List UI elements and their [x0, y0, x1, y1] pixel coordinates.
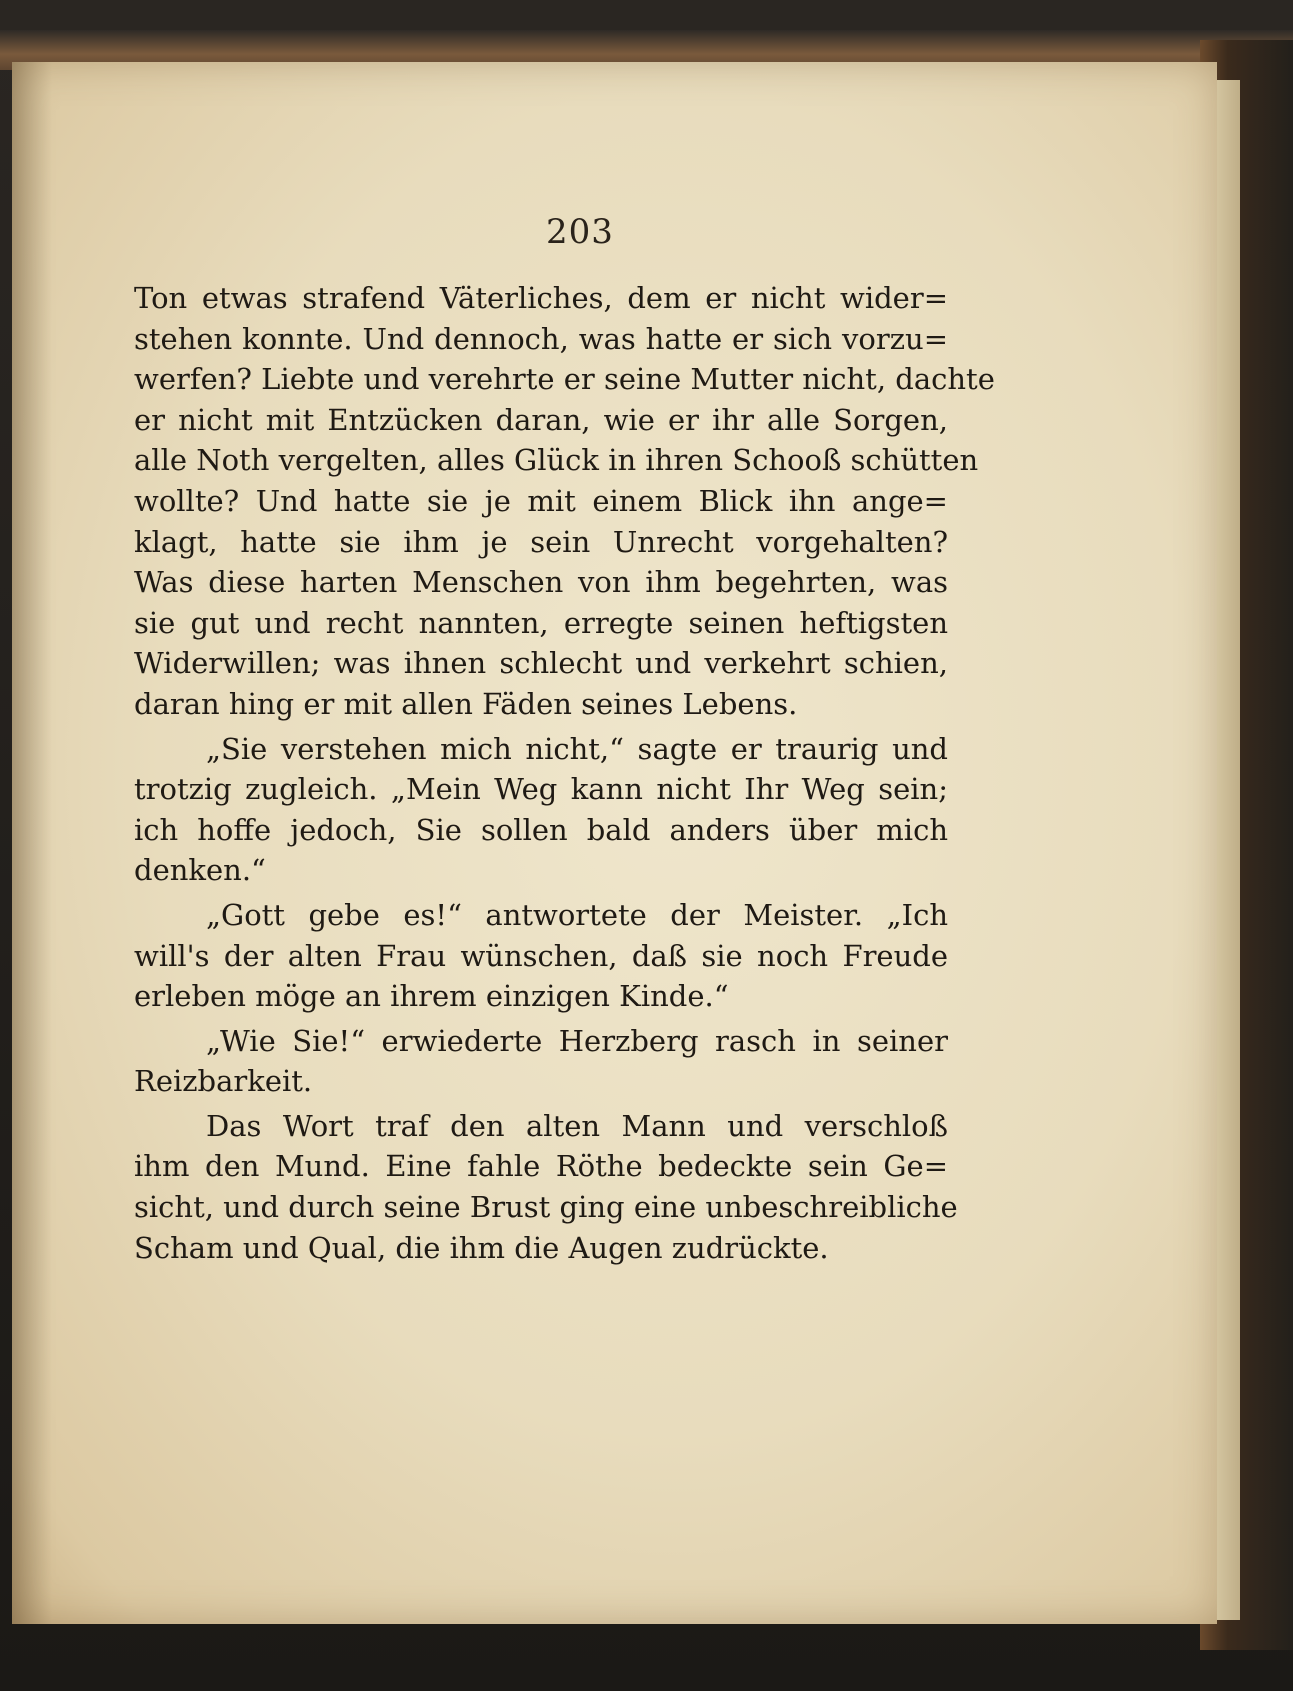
text-line: Reizbarkeit. — [134, 1064, 313, 1099]
text-line: ihm den Mund. Eine fahle Röthe bedeckte sein Ge= — [134, 1149, 948, 1184]
text-line: Widerwillen; was ihnen schlecht und verkehrt schien, — [134, 646, 948, 681]
text-line: stehen konnte. Und dennoch, was hatte er sich vorzu= — [134, 321, 948, 356]
text-line: trotzig zugleich. „Mein Weg kann nicht Ihr Weg sein; — [134, 772, 948, 807]
text-line: Scham und Qual, die ihm die Augen zudrückte. — [134, 1230, 829, 1265]
text-line: denken.“ — [134, 853, 266, 888]
text-line: wollte? Und hatte sie je mit einem Blick ihn ange= — [134, 483, 948, 518]
text-line: sicht, und durch seine Brust ging eine unbeschreibliche — [134, 1190, 958, 1225]
text-line: erleben möge an ihrem einzigen Kinde.“ — [134, 979, 729, 1014]
text-line: will's der alten Frau wünschen, daß sie noch Freude — [134, 938, 948, 973]
text-line: sie gut und recht nannten, erregte seinen heftigsten — [134, 605, 948, 640]
text-line: Was diese harten Menschen von ihm begehrten, was — [134, 565, 948, 600]
text-line: klagt, hatte sie ihm je sein Unrecht vorgehalten? — [134, 524, 948, 559]
text-line: Ton etwas strafend Väterliches, dem er nicht wider= — [134, 281, 948, 315]
page-body-text — [134, 278, 995, 1268]
text-line: „Wie Sie!“ erwiederte Herzberg rasch in seiner — [206, 1023, 948, 1058]
text-line: ich hoffe jedoch, Sie sollen bald anders über mich — [134, 812, 948, 847]
text-line: er nicht mit Entzücken daran, wie er ihr alle Sorgen, — [134, 402, 948, 437]
page-number: 203 — [546, 212, 614, 252]
text-line: „Gott gebe es!“ antwortete der Meister. „Ich — [206, 897, 948, 932]
text-line: werfen? Liebte und verehrte er seine Mutter nicht, dachte — [134, 362, 995, 397]
text-line: Das Wort traf den alten Mann und verschloß — [206, 1108, 948, 1143]
text-line: alle Noth vergelten, alles Glück in ihren Schooß schütten — [134, 443, 979, 478]
text-line: „Sie verstehen mich nicht,“ sagte er traurig und — [206, 731, 948, 766]
text-line: daran hing er mit allen Fäden seines Lebens. — [134, 686, 798, 721]
page-gutter-shadow — [12, 62, 52, 1624]
